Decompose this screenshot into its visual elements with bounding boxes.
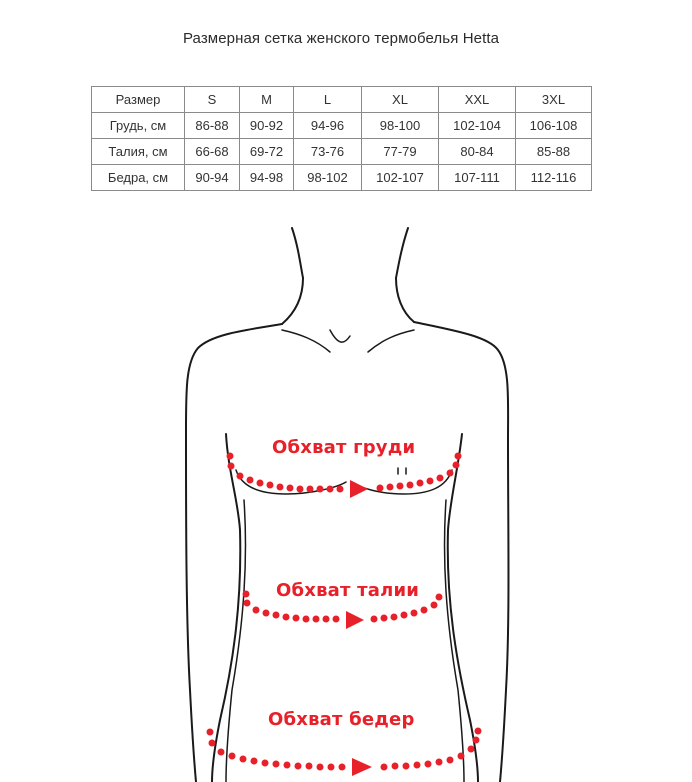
table-header-cell: L <box>294 87 362 113</box>
table-cell: 102-104 <box>439 113 516 139</box>
table-header-cell: M <box>240 87 294 113</box>
right-shoulder-arm <box>414 322 509 782</box>
page-title: Размерная сетка женского термобелья Hetta <box>182 30 500 47</box>
table-cell: 66-68 <box>185 139 240 165</box>
table-cell: 69-72 <box>240 139 294 165</box>
table-header-cell: 3XL <box>516 87 592 113</box>
table-cell: 112-116 <box>516 165 592 191</box>
waist-measure-label: Обхват талии <box>276 580 420 601</box>
table-cell: 90-92 <box>240 113 294 139</box>
table-header-cell: Размер <box>92 87 185 113</box>
table-cell: 73-76 <box>294 139 362 165</box>
neck-outline <box>282 278 303 324</box>
head-outline <box>292 228 303 278</box>
table-cell: 77-79 <box>362 139 439 165</box>
table-cell: 90-94 <box>185 165 240 191</box>
table-cell: 98-100 <box>362 113 439 139</box>
table-cell: Талия, см <box>92 139 185 165</box>
table-cell: Бедра, см <box>92 165 185 191</box>
table-cell: Грудь, см <box>92 113 185 139</box>
hips-measure-line <box>207 728 482 777</box>
collarbone-right <box>368 330 414 352</box>
head-outline <box>396 228 408 278</box>
table-cell: 94-98 <box>240 165 294 191</box>
body-outline <box>186 228 509 782</box>
table-header-cell: XL <box>362 87 439 113</box>
torso-left <box>212 434 240 782</box>
table-cell: 85-88 <box>516 139 592 165</box>
hips-measure-label: Обхват бедер <box>268 709 415 730</box>
table-header-cell: XXL <box>439 87 516 113</box>
table-cell: 102-107 <box>362 165 439 191</box>
table-cell: 86-88 <box>185 113 240 139</box>
table-cell: 106-108 <box>516 113 592 139</box>
table-cell: 80-84 <box>439 139 516 165</box>
torso-right <box>448 434 478 782</box>
table-cell: 98-102 <box>294 165 362 191</box>
chest-measure-label: Обхват груди <box>272 437 416 458</box>
neck-notch <box>330 330 350 342</box>
torso-inner-left <box>226 500 246 782</box>
table-cell: 94-96 <box>294 113 362 139</box>
collarbone-left <box>282 330 330 352</box>
neck-outline <box>396 278 414 322</box>
table-cell: 107-111 <box>439 165 516 191</box>
bust-right <box>352 470 452 494</box>
table-header-cell: S <box>185 87 240 113</box>
